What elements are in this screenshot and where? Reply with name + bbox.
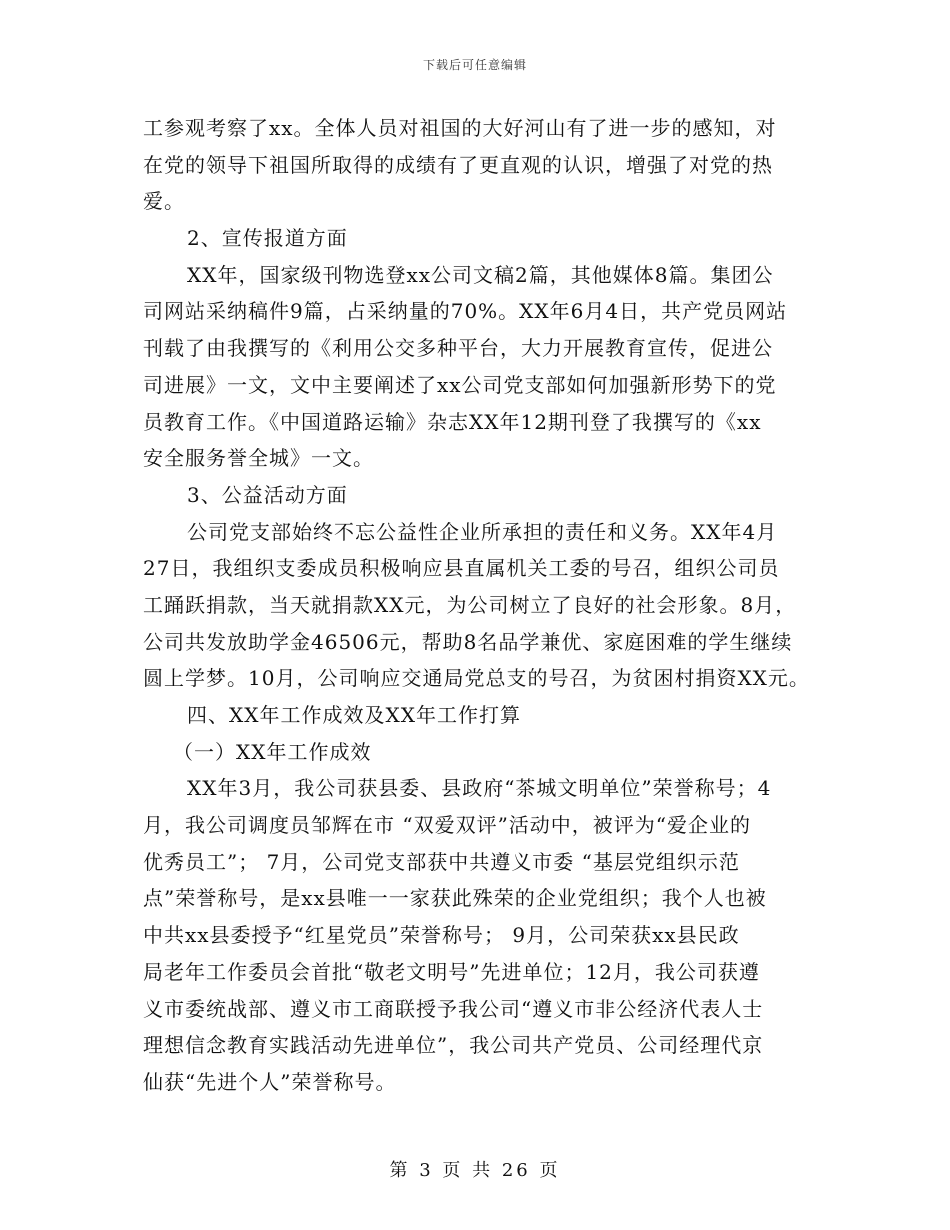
body-line: 公司共发放助学金46506元，帮助8名品学兼优、家庭困难的学生继续 <box>143 629 793 654</box>
body-line: 爱。 <box>143 189 185 214</box>
document-body <box>143 110 823 1101</box>
body-line: 中共xx县委授予“红星党员”荣誉称号； 9月，公司荣获xx县民政 <box>143 923 740 948</box>
body-line: 工参观考察了xx。全体人员对祖国的大好河山有了进一步的感知，对 <box>143 116 777 140</box>
subsection-heading: （一）XX年工作成效 <box>173 739 372 764</box>
body-line: 安全服务誉全城》一文。 <box>143 446 374 471</box>
body-line: 圆上学梦。10月，公司响应交通局党总支的号召，为贫困村捐资XX元。 <box>143 666 810 691</box>
body-line: 司网站采纳稿件9篇，占采纳量的70%。XX年6月4日，共产党员网站 <box>143 299 788 324</box>
body-line: 理想信念教育实践活动先进单位”，我公司共产党员、公司经理代京 <box>143 1033 764 1058</box>
page-header-note: 下载后可任意编辑 <box>422 58 527 72</box>
body-line: 仙获“先进个人”荣誉称号。 <box>143 1069 397 1094</box>
body-line: 司进展》一文，文中主要阐述了xx公司党支部如何加强新形势下的党 <box>143 372 777 397</box>
page-number-footer: 第 3 页 共 26 页 <box>389 1160 561 1181</box>
body-line: 刊载了由我撰写的《利用公交多种平台，大力开展教育宣传，促进公 <box>143 336 773 361</box>
body-line: 工踊跃捐款，当天就捐款XX元，为公司树立了良好的社会形象。8月， <box>143 592 797 617</box>
body-line: XX年，国家级刊物选登xx公司文稿2篇，其他媒体8篇。集团公 <box>187 262 774 287</box>
body-line: 公司党支部始终不忘公益性企业所承担的责任和义务。XX年4月 <box>187 519 778 544</box>
section-heading: 2、宣传报道方面 <box>187 226 348 251</box>
body-line: 点”荣誉称号，是xx县唯一一家获此殊荣的企业党组织；我个人也被 <box>143 886 767 911</box>
body-line: 义市委统战部、遵义市工商联授予我公司“遵义市非公经济代表人士 <box>143 996 764 1021</box>
body-line: 优秀员工”； 7月，公司党支部获中共遵义市委 “基层党组织示范 <box>143 849 740 874</box>
body-line: XX年3月，我公司获县委、县政府“茶城文明单位”荣誉称号；4 <box>187 776 772 801</box>
body-line: 27日，我组织支委成员积极响应县直属机关工委的号召，组织公司员 <box>143 556 780 581</box>
body-line: 月，我公司调度员邹辉在市 “双爱双评”活动中，被评为“爱企业的 <box>143 813 752 838</box>
section-heading: 四、XX年工作成效及XX年工作打算 <box>187 703 521 727</box>
section-heading: 3、公益活动方面 <box>187 482 348 507</box>
body-line: 局老年工作委员会首批“敬老文明号”先进单位；12月，我公司获遵 <box>143 959 760 984</box>
body-line: 在党的领导下祖国所取得的成绩有了更直观的认识，增强了对党的热 <box>143 152 773 177</box>
body-line: 员教育工作。《中国道路运输》杂志XX年12期刊登了我撰写的《xx <box>143 409 762 434</box>
